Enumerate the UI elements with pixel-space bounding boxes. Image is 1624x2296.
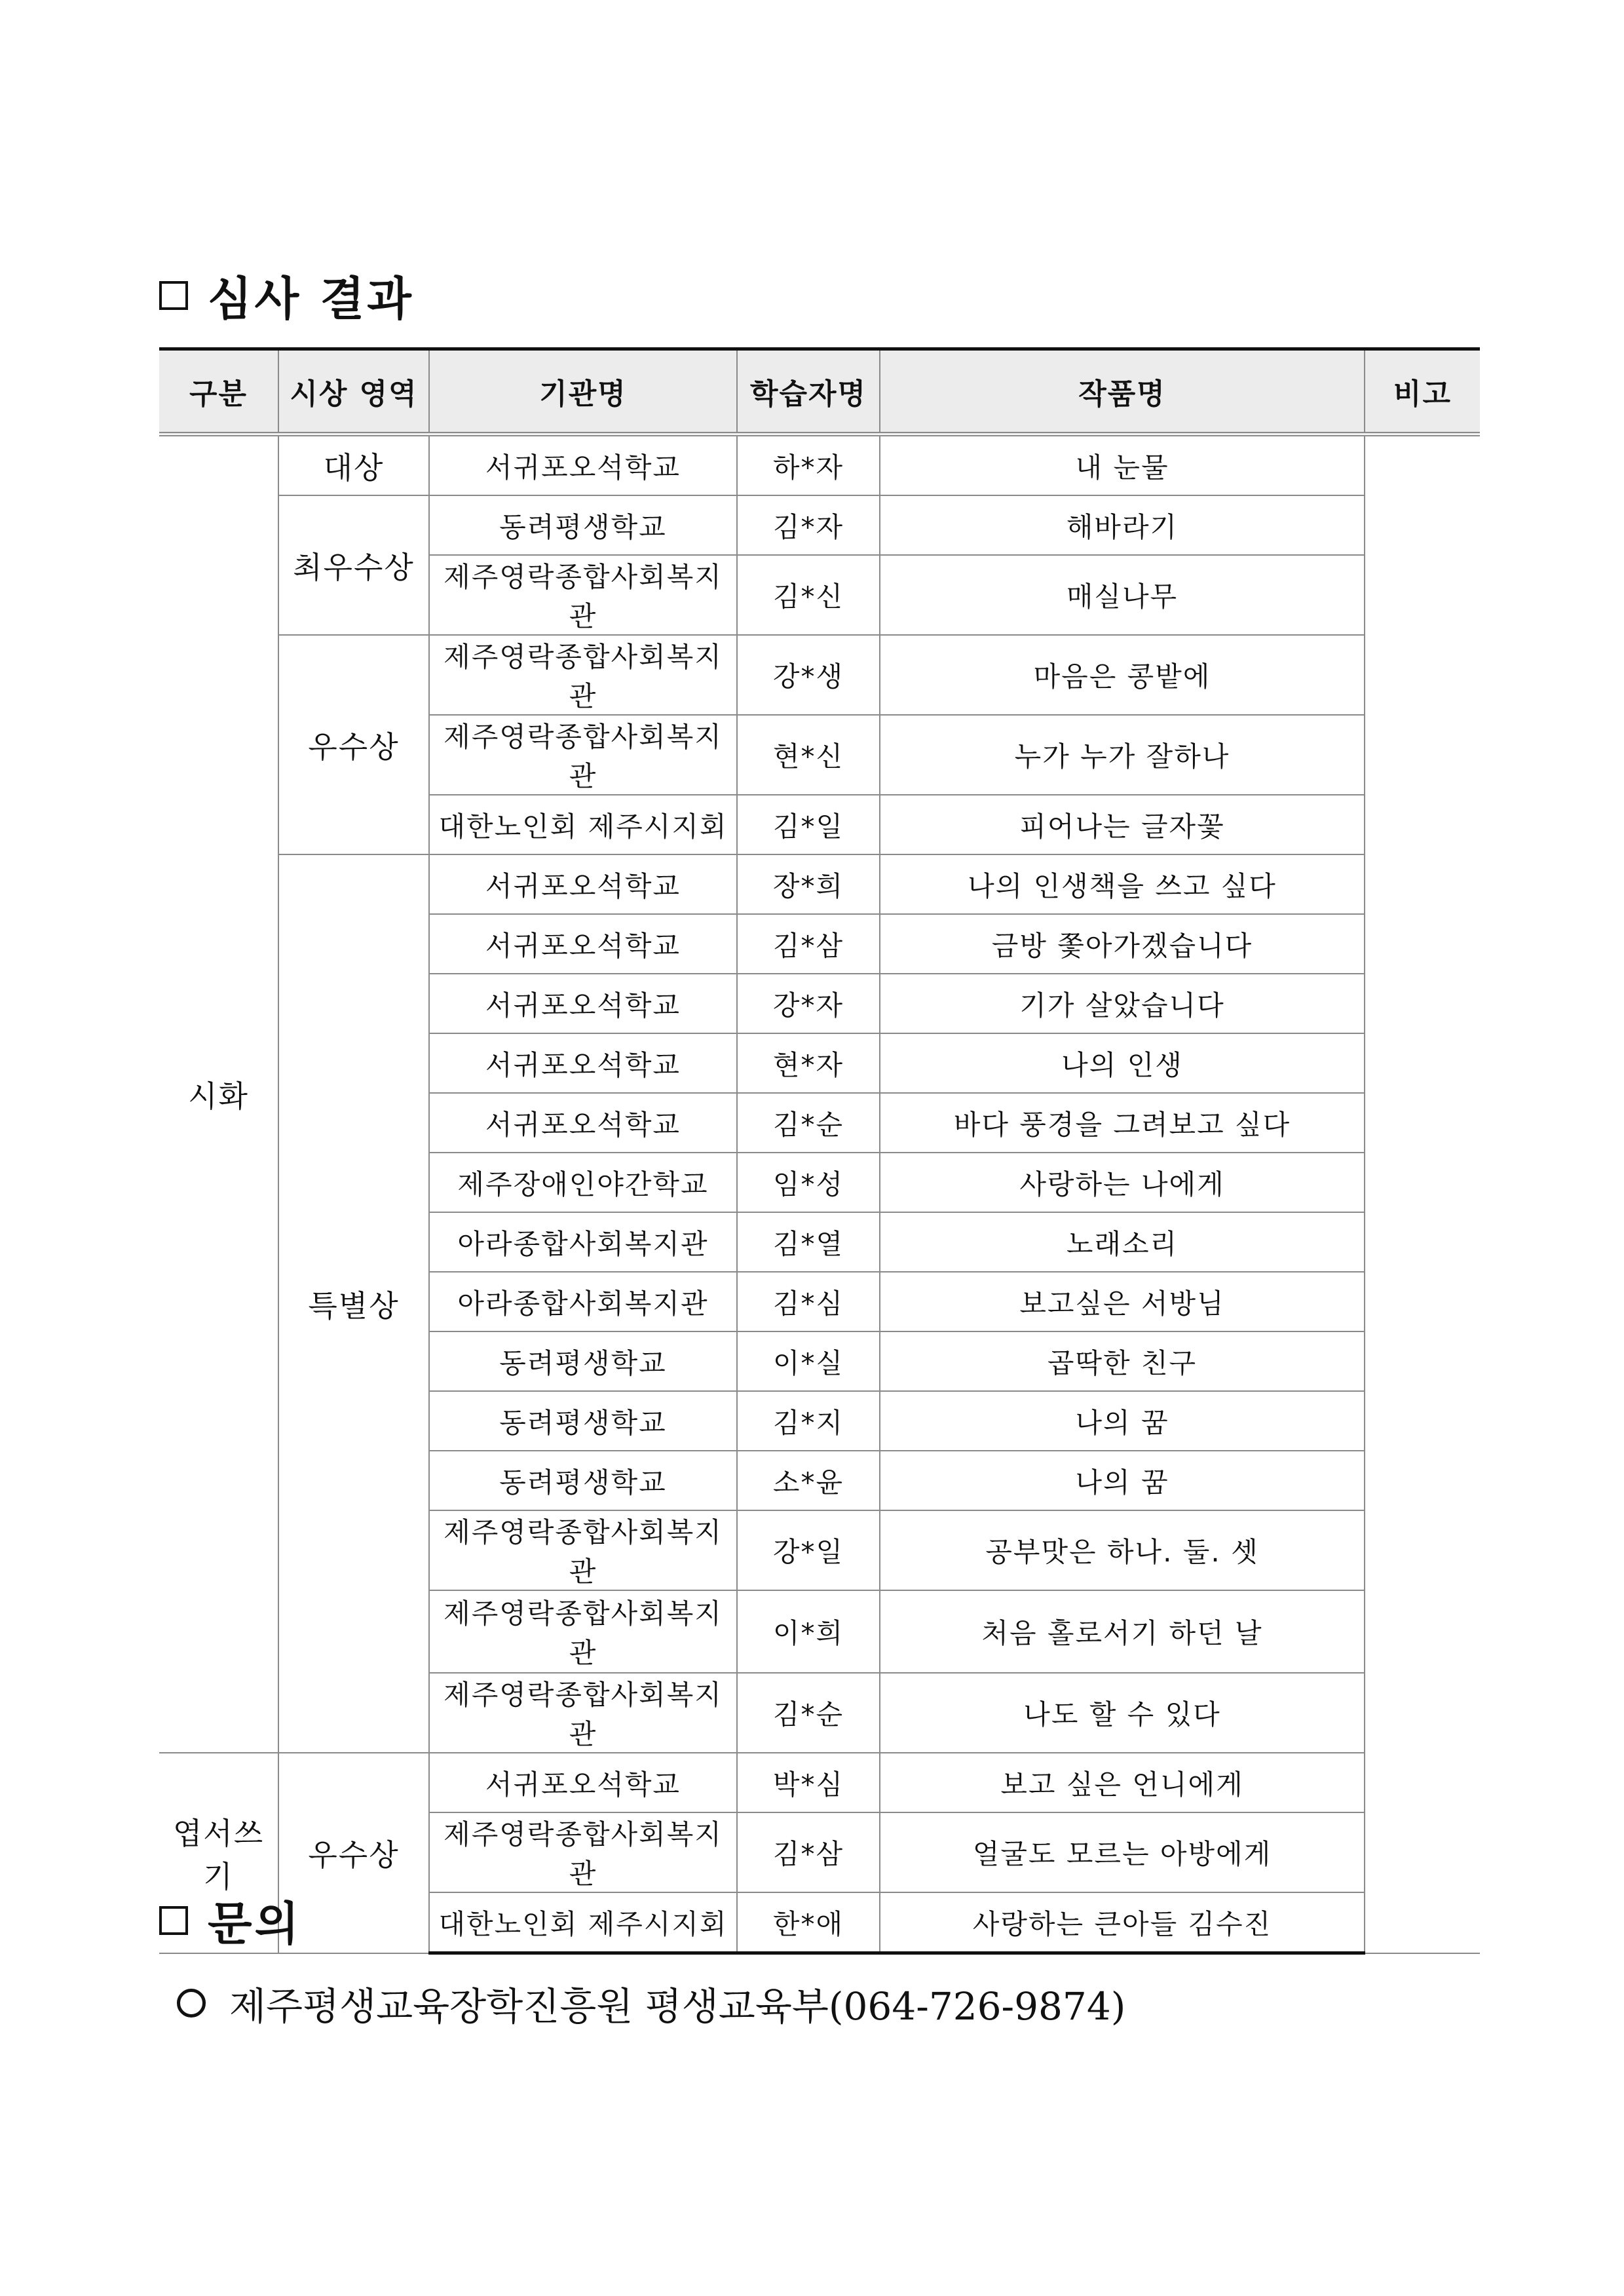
org-cell: 동려평생학교 xyxy=(429,495,737,555)
name-cell: 현*자 xyxy=(737,1033,880,1093)
org-cell: 서귀포오석학교 xyxy=(429,854,737,914)
work-cell: 얼굴도 모르는 아방에게 xyxy=(880,1812,1365,1892)
name-cell: 강*생 xyxy=(737,635,880,715)
name-cell: 김*삼 xyxy=(737,914,880,974)
name-cell: 박*심 xyxy=(737,1753,880,1812)
org-cell: 제주영락종합사회복지관 xyxy=(429,715,737,795)
note-cell xyxy=(1365,434,1480,1953)
work-cell: 처음 홀로서기 하던 날 xyxy=(880,1590,1365,1673)
work-cell: 노래소리 xyxy=(880,1212,1365,1272)
table-row xyxy=(159,635,1480,715)
name-cell: 이*희 xyxy=(737,1590,880,1673)
work-cell: 해바라기 xyxy=(880,495,1365,555)
table-row xyxy=(159,1753,1480,1812)
col-header: 기관명 xyxy=(429,349,737,434)
work-cell: 사랑하는 큰아들 김수진 xyxy=(880,1892,1365,1953)
section-title: 심사 결과 xyxy=(208,272,414,326)
col-header: 비고 xyxy=(1365,349,1480,434)
org-cell: 서귀포오석학교 xyxy=(429,1753,737,1812)
name-cell: 김*신 xyxy=(737,555,880,635)
col-header: 학습자명 xyxy=(737,349,880,434)
org-cell: 제주장애인야간학교 xyxy=(429,1153,737,1212)
name-cell: 김*삼 xyxy=(737,1812,880,1892)
work-cell: 내 눈물 xyxy=(880,434,1365,496)
work-cell: 나의 인생책을 쓰고 싶다 xyxy=(880,854,1365,914)
work-cell: 바다 풍경을 그려보고 싶다 xyxy=(880,1093,1365,1153)
work-cell: 기가 살았습니다 xyxy=(880,974,1365,1033)
name-cell: 김*순 xyxy=(737,1673,880,1753)
work-cell: 보고싶은 서방님 xyxy=(880,1272,1365,1331)
org-cell: 동려평생학교 xyxy=(429,1451,737,1510)
org-cell: 제주영락종합사회복지관 xyxy=(429,1590,737,1673)
checkbox-square-icon xyxy=(159,1906,188,1935)
group-cell: 시화 xyxy=(159,434,278,1753)
work-cell: 사랑하는 나에게 xyxy=(880,1153,1365,1212)
table-row xyxy=(159,854,1480,914)
work-cell: 곱딱한 친구 xyxy=(880,1331,1365,1391)
name-cell: 장*희 xyxy=(737,854,880,914)
contact-line xyxy=(177,1976,1125,2031)
table-row xyxy=(159,434,1480,496)
category-cell: 대상 xyxy=(278,434,429,496)
org-cell: 제주영락종합사회복지관 xyxy=(429,1812,737,1892)
checkbox-square-icon xyxy=(159,281,188,310)
org-cell: 제주영락종합사회복지관 xyxy=(429,1510,737,1590)
section-heading-results xyxy=(159,262,414,328)
work-cell: 매실나무 xyxy=(880,555,1365,635)
work-cell: 나도 할 수 있다 xyxy=(880,1673,1365,1753)
col-header: 구분 xyxy=(159,349,278,434)
col-header: 시상 영역 xyxy=(278,349,429,434)
name-cell: 강*일 xyxy=(737,1510,880,1590)
work-cell: 금방 쫓아가겠습니다 xyxy=(880,914,1365,974)
work-cell: 나의 인생 xyxy=(880,1033,1365,1093)
org-cell: 아라종합사회복지관 xyxy=(429,1272,737,1331)
results-table xyxy=(159,347,1480,1955)
org-cell: 서귀포오석학교 xyxy=(429,1033,737,1093)
org-cell: 제주영락종합사회복지관 xyxy=(429,635,737,715)
section-heading-inquiry xyxy=(159,1887,301,1953)
org-cell: 아라종합사회복지관 xyxy=(429,1212,737,1272)
name-cell: 김*열 xyxy=(737,1212,880,1272)
table-row xyxy=(159,495,1480,555)
category-cell: 우수상 xyxy=(278,1753,429,1953)
name-cell: 현*신 xyxy=(737,715,880,795)
category-cell: 최우수상 xyxy=(278,495,429,635)
org-cell: 대한노인회 제주시지회 xyxy=(429,1892,737,1953)
section-title: 문의 xyxy=(208,1897,302,1951)
work-cell: 마음은 콩밭에 xyxy=(880,635,1365,715)
name-cell: 이*실 xyxy=(737,1331,880,1391)
group-cell: 엽서쓰기 xyxy=(159,1753,278,1953)
name-cell: 김*지 xyxy=(737,1391,880,1451)
name-cell: 김*자 xyxy=(737,495,880,555)
org-cell: 서귀포오석학교 xyxy=(429,434,737,496)
name-cell: 김*심 xyxy=(737,1272,880,1331)
work-cell: 보고 싶은 언니에게 xyxy=(880,1753,1365,1812)
name-cell: 소*윤 xyxy=(737,1451,880,1510)
col-header: 작품명 xyxy=(880,349,1365,434)
org-cell: 서귀포오석학교 xyxy=(429,974,737,1033)
table-header-row xyxy=(159,349,1480,434)
org-cell: 서귀포오석학교 xyxy=(429,1093,737,1153)
name-cell: 김*일 xyxy=(737,795,880,854)
org-cell: 대한노인회 제주시지회 xyxy=(429,795,737,854)
name-cell: 한*애 xyxy=(737,1892,880,1953)
work-cell: 공부맛은 하나. 둘. 셋 xyxy=(880,1510,1365,1590)
circle-bullet-icon xyxy=(177,1989,206,2018)
name-cell: 하*자 xyxy=(737,434,880,496)
org-cell: 동려평생학교 xyxy=(429,1391,737,1451)
org-cell: 동려평생학교 xyxy=(429,1331,737,1391)
category-cell: 특별상 xyxy=(278,854,429,1753)
work-cell: 나의 꿈 xyxy=(880,1391,1365,1451)
work-cell: 누가 누가 잘하나 xyxy=(880,715,1365,795)
work-cell: 피어나는 글자꽃 xyxy=(880,795,1365,854)
name-cell: 김*순 xyxy=(737,1093,880,1153)
name-cell: 강*자 xyxy=(737,974,880,1033)
name-cell: 임*성 xyxy=(737,1153,880,1212)
work-cell: 나의 꿈 xyxy=(880,1451,1365,1510)
org-cell: 제주영락종합사회복지관 xyxy=(429,555,737,635)
contact-text: 제주평생교육장학진흥원 평생교육부(064-726-9874) xyxy=(229,1984,1126,2029)
org-cell: 제주영락종합사회복지관 xyxy=(429,1673,737,1753)
org-cell: 서귀포오석학교 xyxy=(429,914,737,974)
category-cell: 우수상 xyxy=(278,635,429,854)
